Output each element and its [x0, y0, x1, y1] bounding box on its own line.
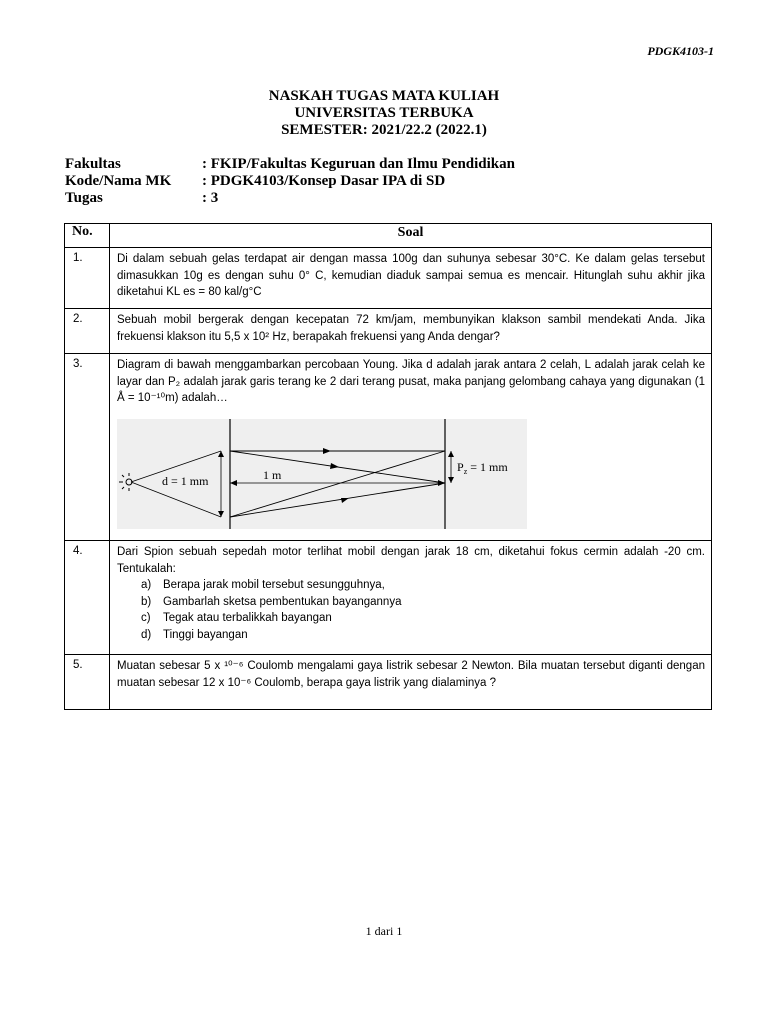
- question-text: Diagram di bawah menggambarkan percobaan Young. Jika d adalah jarak antara 2 celah, L adalah jarak celah ke layar dan P₂ adalah jarak garis terang ke 2 dari terang pusat, maka panjang gelombang cahaya yang digunakan (1 Å = 10⁻¹⁰m) adalah…: [117, 359, 705, 404]
- title-line-3: SEMESTER: 2021/22.2 (2022.1): [281, 122, 487, 138]
- question-number: 3.: [65, 354, 110, 541]
- young-experiment-diagram: [117, 419, 527, 529]
- young-experiment-svg: [117, 419, 527, 529]
- meta-row-kode-mk: [65, 173, 515, 190]
- meta-value: : PDGK4103/Konsep Dasar IPA di SD: [202, 173, 446, 189]
- meta-key: Tugas: [65, 190, 103, 206]
- column-header-soal: Soal: [110, 224, 712, 248]
- course-info: [65, 156, 515, 207]
- meta-value: : FKIP/Fakultas Keguruan dan Ilmu Pendidikan: [202, 156, 515, 172]
- question-number: 1.: [65, 248, 110, 309]
- question-row: [65, 354, 712, 541]
- label-L: 1 m: [263, 467, 282, 482]
- meta-row-fakultas: [65, 156, 515, 173]
- question-cell: [110, 541, 712, 655]
- label-d: d = 1 mm: [162, 473, 209, 488]
- question-number: 5.: [65, 655, 110, 710]
- question-number: 4.: [65, 541, 110, 655]
- question-row: [65, 309, 712, 354]
- question-row: [65, 248, 712, 309]
- sub-question-list: [117, 577, 705, 643]
- question-text: Dari Spion sebuah sepedah motor terlihat mobil dengan jarak 18 cm, diketahui fokus cermin adalah -20 cm. Tentukalah:: [117, 546, 705, 575]
- page-number: 1 dari 1: [365, 924, 403, 938]
- sub-question-text: Berapa jarak mobil tersebut sesungguhnya,: [163, 579, 385, 591]
- question-row: [65, 541, 712, 655]
- sub-question: [141, 627, 705, 644]
- sub-question-text: Tegak atau terbalikkah bayangan: [163, 612, 332, 624]
- meta-row-tugas: [65, 190, 515, 207]
- sub-question: [141, 577, 705, 594]
- sub-question-marker: a): [141, 579, 152, 591]
- question-text: Di dalam sebuah gelas terdapat air dengan massa 100g dan suhunya sebesar 30°C. Ke dalam gelas tersebut dimasukkan 10g es dengan suhu 0° C, kemudian diaduk sampai semua es mencair. Hitunglah suhu akhir jika diketahui KL es = 80 kal/g°C: [110, 248, 712, 309]
- meta-value: : 3: [202, 190, 219, 206]
- question-text: Muatan sebesar 5 x ¹⁰⁻⁶ Coulomb mengalami gaya listrik sebesar 2 Newton. Bila muatan tersebut diganti dengan muatan sebesar 12 x 10⁻⁶ Coulomb, berapa gaya listrik yang dialaminya ?: [110, 655, 712, 710]
- table-header-row: [65, 224, 712, 248]
- sub-question-text: Gambarlah sketsa pembentukan bayangannya: [163, 595, 402, 608]
- question-text: Sebuah mobil bergerak dengan kecepatan 72 km/jam, membunyikan klakson sambil mendekati Anda. Jika frekuensi klakson itu 5,5 x 10² Hz, berapakah frekuensi yang Anda dengar?: [110, 309, 712, 354]
- column-header-no: No.: [65, 224, 110, 248]
- meta-key: Fakultas: [65, 156, 121, 172]
- document-code: PDGK4103-1: [647, 44, 714, 58]
- label-p: $P_z = 1$ mm: [457, 459, 508, 476]
- sub-question: [141, 610, 705, 627]
- title-line-1: NASKAH TUGAS MATA KULIAH: [268, 88, 500, 104]
- sub-question: [141, 594, 705, 611]
- question-row: [65, 655, 712, 710]
- question-cell: [110, 354, 712, 541]
- document-title: [0, 88, 768, 139]
- sub-question-marker: b): [141, 595, 152, 608]
- sub-question-marker: d): [141, 628, 152, 641]
- sub-question-text: Tinggi bayangan: [163, 628, 248, 641]
- meta-key: Kode/Nama MK: [65, 173, 172, 189]
- questions-table: [64, 223, 712, 710]
- title-line-2: UNIVERSITAS TERBUKA: [294, 105, 474, 121]
- question-number: 2.: [65, 309, 110, 354]
- sub-question-marker: c): [141, 612, 151, 624]
